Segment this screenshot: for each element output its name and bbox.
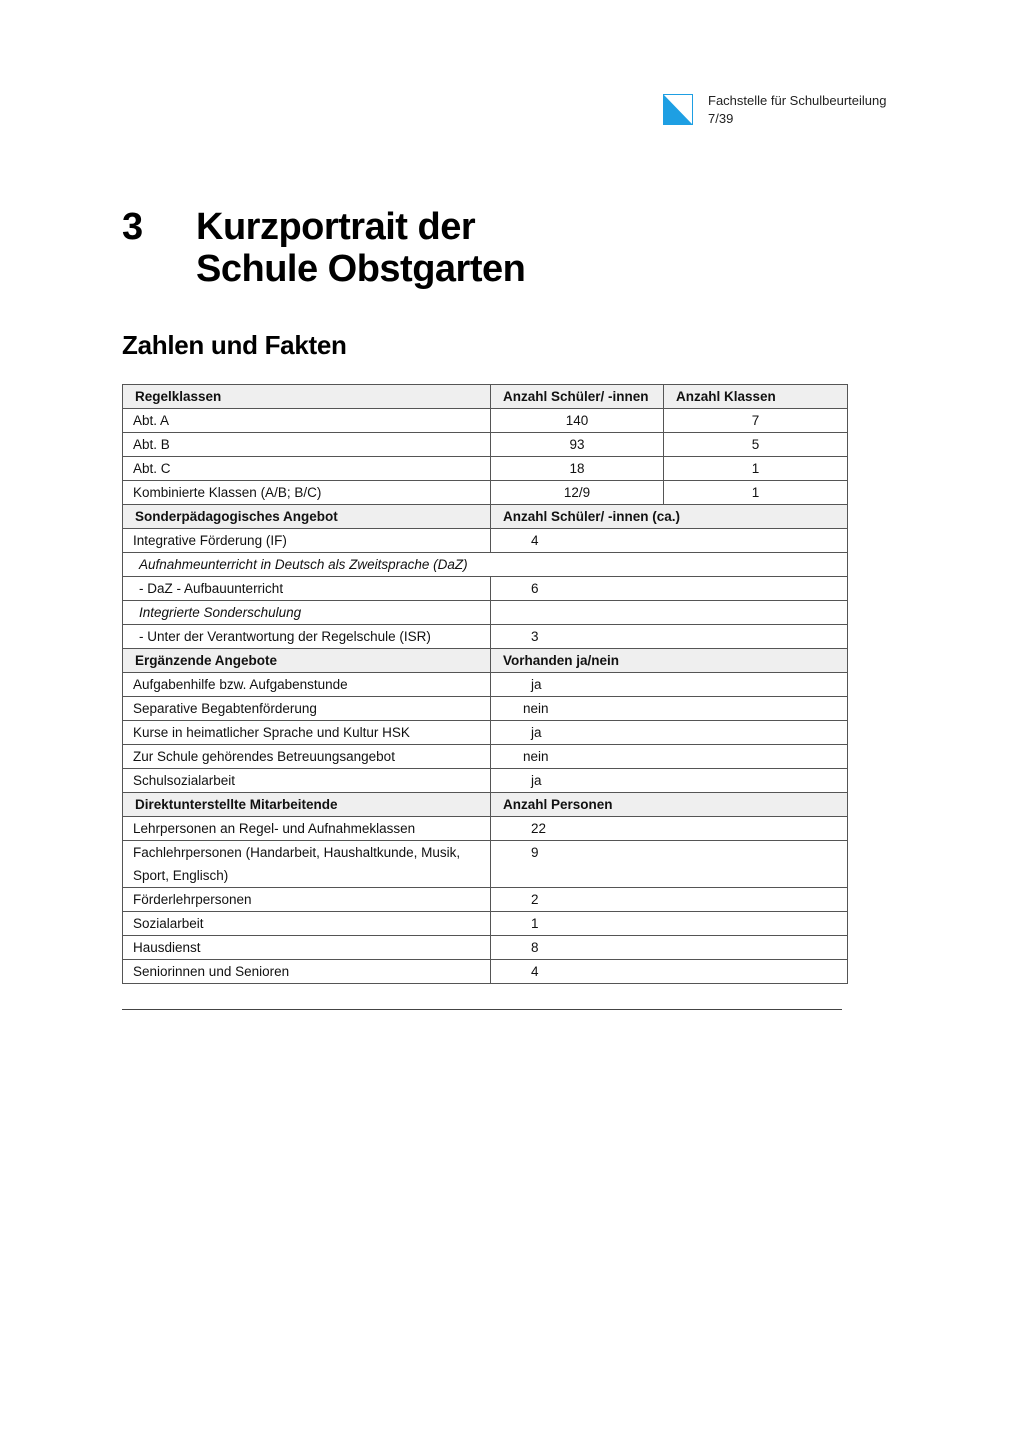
table-row: [123, 841, 848, 888]
row-label: - Unter der Verantwortung der Regelschule (ISR): [123, 625, 491, 649]
table-row: [123, 625, 848, 649]
header-anzahl-klassen: Anzahl Klassen: [664, 385, 848, 409]
row-label: Aufgabenhilfe bzw. Aufgabenstunde: [123, 673, 491, 697]
header-ergaenzende-angebote: Ergänzende Angebote: [123, 649, 491, 673]
row-label: Integrative Förderung (IF): [123, 529, 491, 553]
row-value: 140: [491, 409, 664, 433]
table-row: [123, 577, 848, 601]
table-row: [123, 697, 848, 721]
row-label: Abt. B: [123, 433, 491, 457]
chapter-title-line-1: Kurzportrait der: [196, 206, 476, 248]
table-header-row: [123, 649, 848, 673]
row-label: Abt. A: [123, 409, 491, 433]
header-anzahl-schueler-ca: Anzahl Schüler/ -innen (ca.): [491, 505, 848, 529]
table-row: [123, 769, 848, 793]
table-header-row: [123, 793, 848, 817]
row-value: 1: [491, 912, 848, 936]
row-value: 93: [491, 433, 664, 457]
header-mitarbeitende: Direktunterstellte Mitarbeitende: [123, 793, 491, 817]
header-regelklassen: Regelklassen: [123, 385, 491, 409]
row-label: Zur Schule gehörendes Betreuungsangebot: [123, 745, 491, 769]
table-header-row: [123, 505, 848, 529]
row-value: 2: [491, 888, 848, 912]
canton-zurich-logo-icon: [663, 94, 693, 125]
header-anzahl-schueler: Anzahl Schüler/ -innen: [491, 385, 664, 409]
header-vorhanden: Vorhanden ja/nein: [491, 649, 848, 673]
chapter-title: [196, 206, 525, 290]
page-header: [708, 92, 887, 128]
table-row: [123, 553, 848, 577]
row-value: 1: [664, 457, 848, 481]
table-row: [123, 673, 848, 697]
row-value: 4: [491, 960, 848, 984]
row-value: 1: [664, 481, 848, 505]
header-page-number: 7/39: [708, 111, 734, 126]
row-label: Kombinierte Klassen (A/B; B/C): [123, 481, 491, 505]
row-value: 3: [491, 625, 848, 649]
table-row: [123, 601, 848, 625]
row-value: 7: [664, 409, 848, 433]
chapter-title-line-2: Schule Obstgarten: [196, 248, 526, 290]
table-row: [123, 529, 848, 553]
row-value: ja: [491, 673, 848, 697]
table-row: [123, 481, 848, 505]
row-label: Separative Begabtenförderung: [123, 697, 491, 721]
row-value: 8: [491, 936, 848, 960]
row-label: Aufnahmeunterricht in Deutsch als Zweitsprache (DaZ): [123, 553, 848, 577]
table-row: [123, 433, 848, 457]
row-value: [491, 601, 848, 625]
row-value: nein: [491, 745, 848, 769]
row-value: 12/9: [491, 481, 664, 505]
table-row: [123, 457, 848, 481]
table-header-row: [123, 385, 848, 409]
table-row: [123, 912, 848, 936]
table-row: [123, 409, 848, 433]
row-label: Kurse in heimatlicher Sprache und Kultur HSK: [123, 721, 491, 745]
row-value: 5: [664, 433, 848, 457]
row-label: Sozialarbeit: [123, 912, 491, 936]
row-value: 22: [491, 817, 848, 841]
header-sonderpaedagogisch: Sonderpädagogisches Angebot: [123, 505, 491, 529]
row-label: Lehrpersonen an Regel- und Aufnahmeklassen: [123, 817, 491, 841]
row-label: Fachlehrpersonen (Handarbeit, Haushaltkunde, Musik, Sport, Englisch): [123, 841, 491, 888]
row-value: 6: [491, 577, 848, 601]
chapter-number: 3: [122, 206, 143, 248]
table-row: [123, 721, 848, 745]
header-anzahl-personen: Anzahl Personen: [491, 793, 848, 817]
table-row: [123, 817, 848, 841]
table-row: [123, 888, 848, 912]
row-label: Schulsozialarbeit: [123, 769, 491, 793]
facts-table: [122, 384, 848, 984]
header-org: Fachstelle für Schulbeurteilung: [708, 93, 887, 108]
section-title: Zahlen und Fakten: [122, 330, 347, 360]
row-label: Hausdienst: [123, 936, 491, 960]
table-row: [123, 936, 848, 960]
row-value: 4: [491, 529, 848, 553]
footer-divider: [122, 1009, 842, 1010]
row-label: Seniorinnen und Senioren: [123, 960, 491, 984]
row-value: ja: [491, 769, 848, 793]
row-label: Abt. C: [123, 457, 491, 481]
table-row: [123, 960, 848, 984]
row-value: nein: [491, 697, 848, 721]
row-label: Förderlehrpersonen: [123, 888, 491, 912]
row-value: 9: [491, 841, 848, 888]
row-value: ja: [491, 721, 848, 745]
row-label: Integrierte Sonderschulung: [123, 601, 491, 625]
row-value: 18: [491, 457, 664, 481]
row-label: - DaZ - Aufbauunterricht: [123, 577, 491, 601]
table-row: [123, 745, 848, 769]
